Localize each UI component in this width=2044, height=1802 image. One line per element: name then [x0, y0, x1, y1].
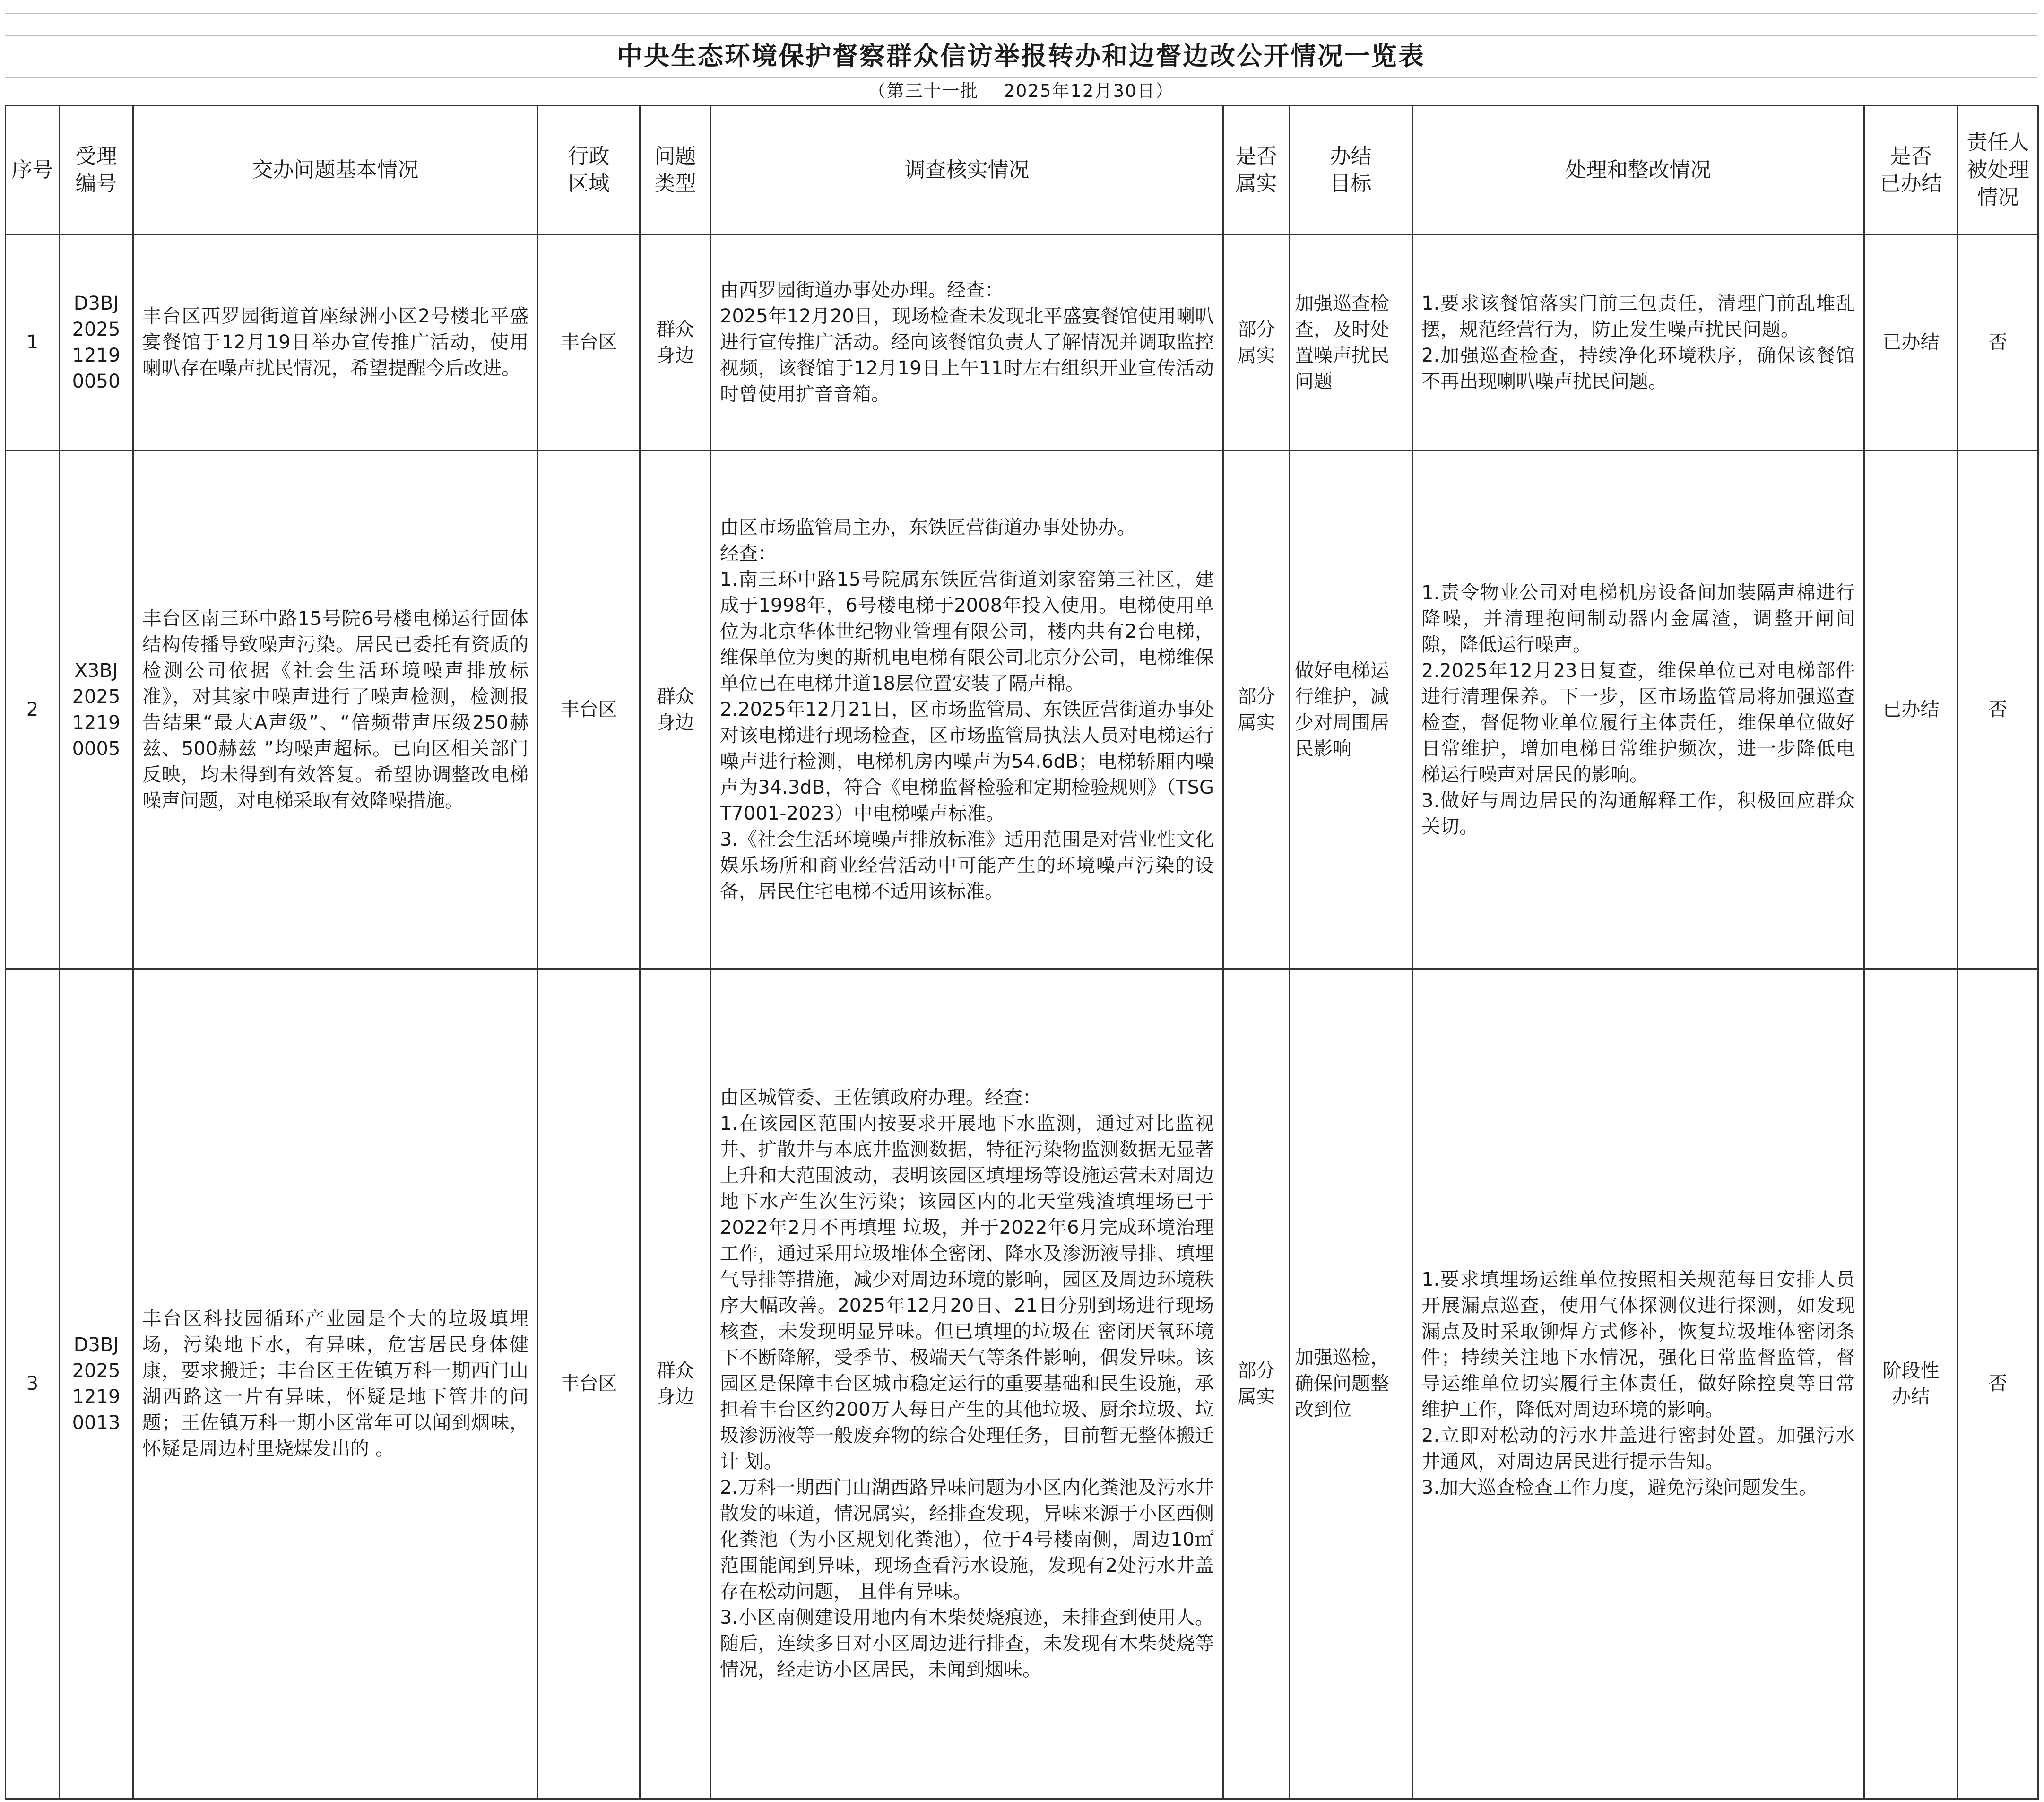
cell-issue: 丰台区南三环中路15号院6号楼电梯运行固体结构传播导致噪声污染。居民已委托有资质的检测公司依据《社会生活环境噪声排放标准》，对其家中噪声进行了噪声检测，检测报告结果“最大A声级”、“倍频带声压级250赫兹、500赫兹 ”均噪声超标。已向区相关部门反映，均未得到有效答复。希望协调整改电梯噪声问题，对电梯采取有效降噪措施。	[133, 451, 538, 969]
cell-target: 加强巡检， 确保问题整 改到位	[1290, 969, 1412, 1799]
cell-punished: 否	[1958, 969, 2038, 1799]
cell-verified: 部分 属实	[1223, 969, 1290, 1799]
cell-handling: 1.责令物业公司对电梯机房设备间加装隔声棉进行降噪，并清理抱闸制动器内金属渣，调整开闸间隙，降低运行噪声。 2.2025年12月23日复查，维保单位已对电梯部件进行清理保养。下一步，区市场监管局将加强巡查检查，督促物业单位履行主体责任，维保单位做好日常维护，增加电梯日常维护频次，进一步降低电梯运行噪声对居民的影响。 3.做好与周边居民的沟通解释工作，积极回应群众关切。	[1412, 451, 1864, 969]
header-completed: 是否 已办结	[1864, 106, 1958, 234]
cell-type: 群众 身边	[640, 451, 711, 969]
cell-target: 做好电梯运 行维护，减 少对周围居 民影响	[1290, 451, 1412, 969]
header-punished: 责任人 被处理 情况	[1958, 106, 2038, 234]
cell-target: 加强巡查检 查，及时处 置噪声扰民 问题	[1290, 234, 1412, 451]
cell-seq: 2	[6, 451, 60, 969]
header-region: 行政 区域	[538, 106, 640, 234]
header-id: 受理 编号	[60, 106, 133, 234]
report-table	[5, 105, 2039, 1800]
sheet-gridline	[5, 77, 2037, 78]
sheet-gridline	[5, 35, 2037, 36]
header-issue: 交办问题基本情况	[133, 106, 538, 234]
cell-completed: 已办结	[1864, 451, 1958, 969]
table-row	[6, 969, 2038, 1799]
cell-id: D3BJ 2025 1219 0013	[60, 969, 133, 1799]
cell-region: 丰台区	[538, 234, 640, 451]
cell-issue: 丰台区科技园循环产业园是个大的垃圾填埋场，污染地下水，有异味，危害居民身体健康，要求搬迁；丰台区王佐镇万科一期西门山湖西路这一片有异味，怀疑是地下管井的问题；王佐镇万科一期小区常年可以闻到烟味，怀疑是周边村里烧煤发出的 。	[133, 969, 538, 1799]
table-header-row	[6, 106, 2038, 234]
document-sheet	[5, 0, 2039, 1802]
cell-region: 丰台区	[538, 969, 640, 1799]
cell-punished: 否	[1958, 451, 2038, 969]
header-handling: 处理和整改情况	[1412, 106, 1864, 234]
cell-investigation: 由区市场监管局主办，东铁匠营街道办事处协办。 经查： 1.南三环中路15号院属东铁匠营街道刘家窑第三社区，建成于1998年，6号楼电梯于2008年投入使用。电梯使用单位为北京华体世纪物业管理有限公司，楼内共有2台电梯，维保单位为奥的斯机电电梯有限公司北京分公司，电梯维保单位已在电梯井道18层位置安装了隔声棉。 2.2025年12月21日，区市场监管局、东铁匠营街道办事处对该电梯进行现场检查，区市场监管局执法人员对电梯运行噪声进行检测，电梯机房内噪声为54.6dB；电梯轿厢内噪声为34.3dB，符合《电梯监督检验和定期检验规则》（TSG T7001-2023）中电梯噪声标准。 3.《社会生活环境噪声排放标准》适用范围是对营业性文化娱乐场所和商业经营活动中可能产生的环境噪声污染的设备，居民住宅电梯不适用该标准。	[711, 451, 1223, 969]
header-seq: 序号	[6, 106, 60, 234]
cell-seq: 3	[6, 969, 60, 1799]
header-verified: 是否 属实	[1223, 106, 1290, 234]
cell-investigation: 由区城管委、王佐镇政府办理。经查： 1.在该园区范围内按要求开展地下水监测，通过对比监视井、扩散井与本底井监测数据，特征污染物监测数据无显著上升和大范围波动，表明该园区填埋场等设施运营未对周边地下水产生次生污染；该园区内的北天堂残渣填埋场已于2022年2月不再填埋 垃圾，并于2022年6月完成环境治理工作，通过采用垃圾堆体全密闭、降水及渗沥液导排、填埋气导排等措施，减少对周边环境的影响，园区及周边环境秩序大幅改善。2025年12月20日、21日分别到场进行现场核查，未发现明显异味。但已填埋的垃圾在 密闭厌氧环境下不断降解，受季节、极端天气等条件影响，偶发异味。该园区是保障丰台区城市稳定运行的重要基础和民生设施，承担着丰台区约200万人每日产生的其他垃圾、厨余垃圾、垃圾渗沥液等一般废弃物的综合处理任务，目前暂无整体搬迁计 划。 2.万科一期西门山湖西路异味问题为小区内化粪池及污水井散发的味道，情况属实，经排查发现，异味来源于小区西侧化粪池（为小区规划化粪池），位于4号楼南侧，周边10㎡范围能闻到异味，现场查看污水设施，发现有2处污水井盖存在松动问题， 且伴有异味。 3.小区南侧建设用地内有木柴焚烧痕迹，未排查到使用人。随后，连续多日对小区周边进行排查，未发现有木柴焚烧等情况，经走访小区居民，未闻到烟味。	[711, 969, 1223, 1799]
cell-verified: 部分 属实	[1223, 451, 1290, 969]
header-type: 问题 类型	[640, 106, 711, 234]
cell-investigation: 由西罗园街道办事处办理。经查： 2025年12月20日，现场检查未发现北平盛宴餐馆使用喇叭进行宣传推广活动。经向该餐馆负责人了解情况并调取监控视频，该餐馆于12月19日上午11时左右组织开业宣传活动时曾使用扩音音箱。	[711, 234, 1223, 451]
cell-type: 群众 身边	[640, 969, 711, 1799]
cell-punished: 否	[1958, 234, 2038, 451]
cell-seq: 1	[6, 234, 60, 451]
cell-region: 丰台区	[538, 451, 640, 969]
cell-completed: 阶段性 办结	[1864, 969, 1958, 1799]
table-row	[6, 451, 2038, 969]
cell-completed: 已办结	[1864, 234, 1958, 451]
header-target: 办结 目标	[1290, 106, 1412, 234]
cell-handling: 1.要求填埋场运维单位按照相关规范每日安排人员开展漏点巡查，使用气体探测仪进行探测，如发现漏点及时采取铆焊方式修补，恢复垃圾堆体密闭条件；持续关注地下水情况，强化日常监督监管，督导运维单位切实履行主体责任，做好除控臭等日常维护工作，降低对周边环境的影响。 2.立即对松动的污水井盖进行密封处置。加强污水井通风，对周边居民进行提示告知。 3.加大巡查检查工作力度，避免污染问题发生。	[1412, 969, 1864, 1799]
cell-type: 群众 身边	[640, 234, 711, 451]
sheet-gridline	[5, 13, 2037, 14]
table-row	[6, 234, 2038, 451]
cell-verified: 部分 属实	[1223, 234, 1290, 451]
cell-id: X3BJ 2025 1219 0005	[60, 451, 133, 969]
cell-handling: 1.要求该餐馆落实门前三包责任，清理门前乱堆乱摆，规范经营行为，防止发生噪声扰民问题。 2.加强巡查检查，持续净化环境秩序，确保该餐馆不再出现喇叭噪声扰民问题。	[1412, 234, 1864, 451]
header-investigation: 调查核实情况	[711, 106, 1223, 234]
cell-issue: 丰台区西罗园街道首座绿洲小区2号楼北平盛宴餐馆于12月19日举办宣传推广活动，使用喇叭存在噪声扰民情况，希望提醒今后改进。	[133, 234, 538, 451]
page-title: 中央生态环境保护督察群众信访举报转办和边督边改公开情况一览表	[617, 41, 1425, 71]
page-subtitle: （第三十一批 2025年12月30日）	[868, 81, 1174, 101]
cell-id: D3BJ 2025 1219 0050	[60, 234, 133, 451]
